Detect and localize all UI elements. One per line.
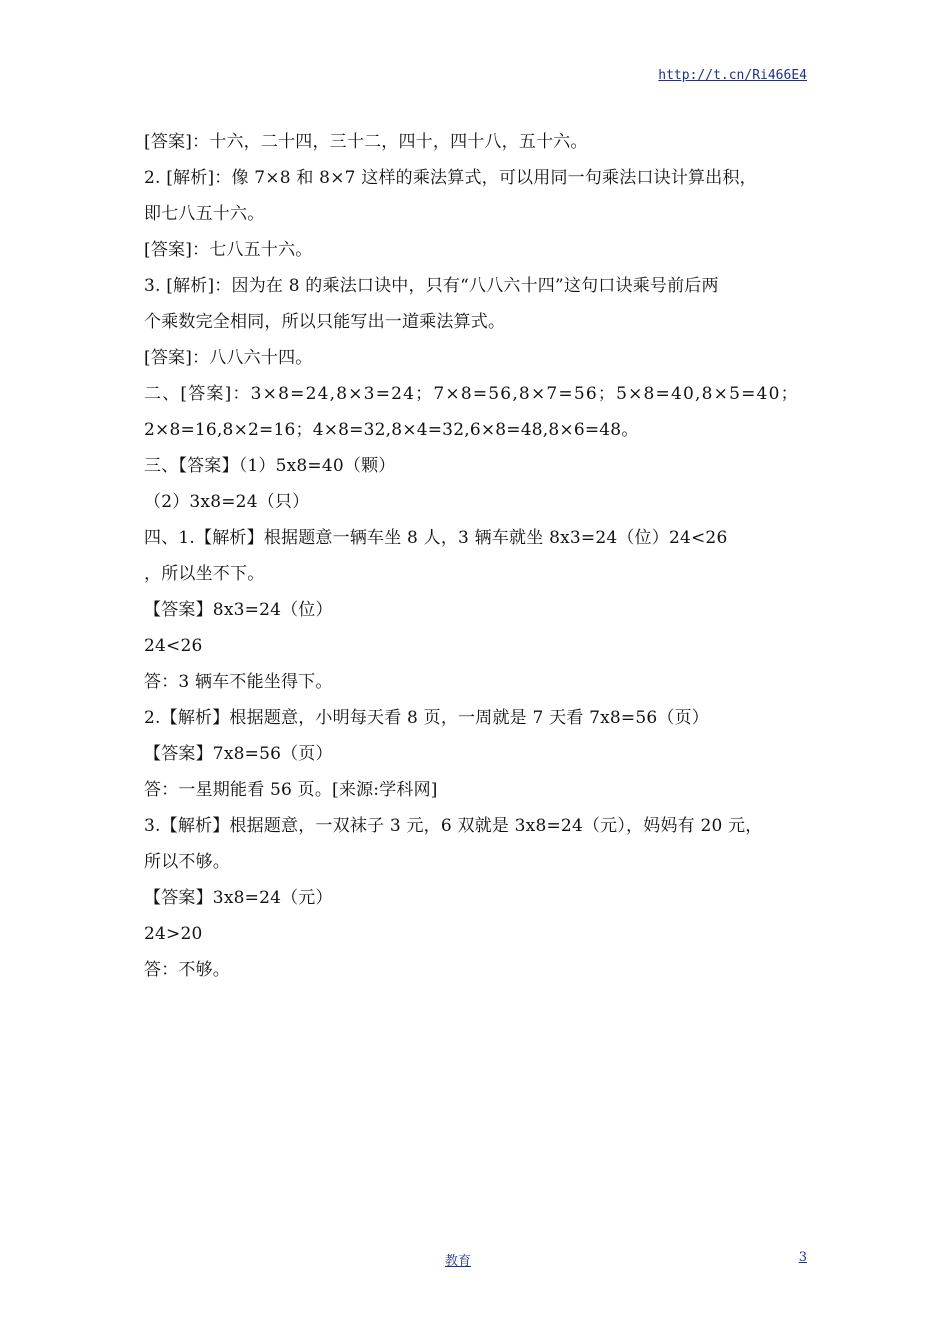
text-line-13: ，所以坐不下。 <box>144 564 265 584</box>
text-line-5: 3. [解析]：因为在 8 的乘法口诀中，只有“八八六十四”这句口诀乘号前后两 <box>144 276 719 296</box>
text-line-16: 答：3 辆车不能坐得下。 <box>144 672 333 692</box>
text-line-22: 【答案】3x8=24（元） <box>144 888 333 908</box>
text-line-2: 2. [解析]：像 7×8 和 8×7 这样的乘法算式，可以用同一句乘法口诀计算出积， <box>144 168 757 188</box>
text-line-8: 二、[答案]：3×8=24,8×3=24；7×8=56,8×7=56；5×8=40,8×5=40； <box>144 384 799 404</box>
text-line-14: 【答案】8x3=24（位） <box>144 600 333 620</box>
text-line-24: 答：不够。 <box>144 960 230 980</box>
text-line-20: 3.【解析】根据题意，一双袜子 3 元，6 双就是 3x8=24（元），妈妈有 20 元， <box>144 816 763 836</box>
text-line-6: 个乘数完全相同，所以只能写出一道乘法算式。 <box>144 312 506 332</box>
footer-link[interactable]: 教育 <box>445 1254 472 1269</box>
text-line-11: （2）3x8=24（只） <box>144 492 310 512</box>
text-line-1: [答案]：十六，二十四，三十二，四十，四十八，五十六。 <box>144 132 588 152</box>
text-line-18: 【答案】7x8=56（页） <box>144 744 333 764</box>
answer-content <box>144 124 824 988</box>
text-line-23: 24>20 <box>144 924 203 944</box>
text-line-19: 答：一星期能看 56 页。[来源:学科网] <box>144 780 438 800</box>
text-line-9: 2×8=16,8×2=16；4×8=32,8×4=32,6×8=48,8×6=48。 <box>144 420 639 440</box>
header-link[interactable]: http://t.cn/Ri466E4 <box>658 68 807 83</box>
text-line-12: 四、1.【解析】根据题意一辆车坐 8 人，3 辆车就坐 8x3=24（位）24<26 <box>144 528 728 548</box>
text-line-15: 24<26 <box>144 636 203 656</box>
text-line-3: 即七八五十六。 <box>144 204 265 224</box>
text-line-4: [答案]：七八五十六。 <box>144 240 313 260</box>
text-line-17: 2.【解析】根据题意，小明每天看 8 页，一周就是 7 天看 7x8=56（页） <box>144 708 709 728</box>
text-line-7: [答案]：八八六十四。 <box>144 348 313 368</box>
page-number: 3 <box>798 1250 807 1265</box>
text-line-21: 所以不够。 <box>144 852 230 872</box>
text-line-10: 三、【答案】（1）5x8=40（颗） <box>144 456 396 476</box>
